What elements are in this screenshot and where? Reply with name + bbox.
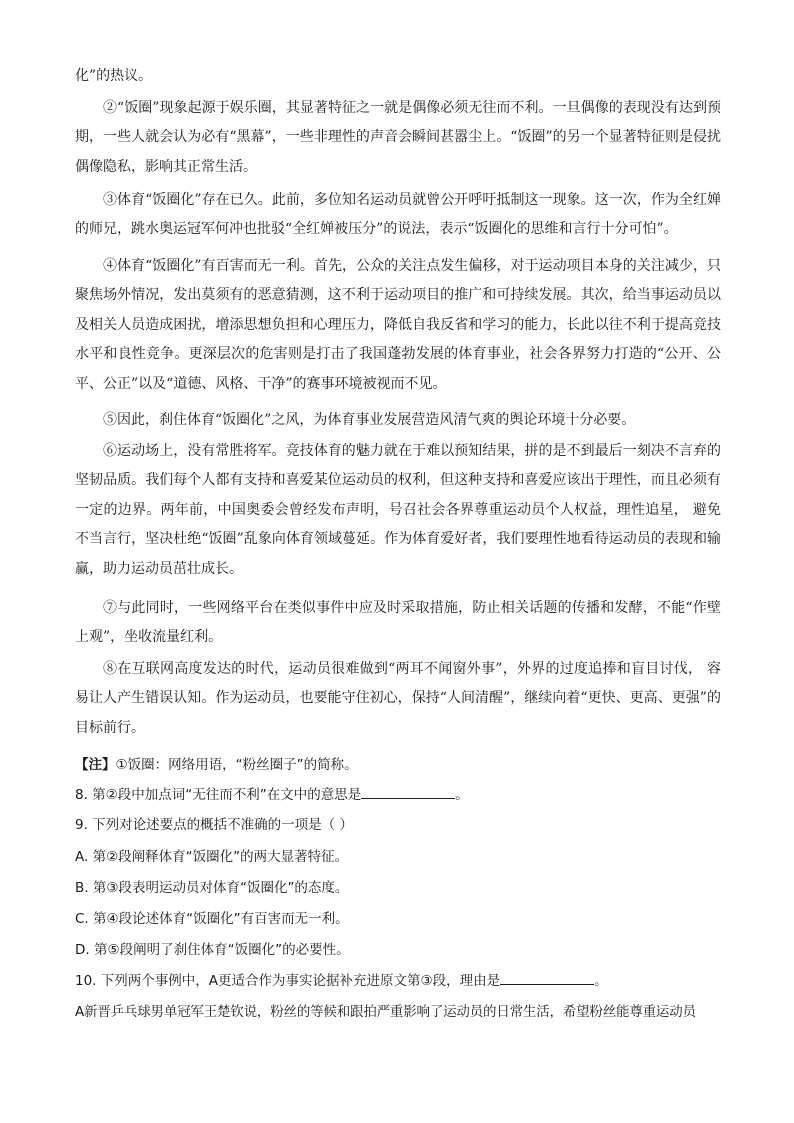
paragraph-2: ②“饭圈”现象起源于娱乐圈，其显著特征之一就是偶像必须无往而不利。一旦偶像的表现没有达到预期，一些人就会认为必有“黑幕”，一些非理性的声音会瞬间甚嚣尘上。“饭圈”的另一个显著特征则是侵扰偶像隐私，影响其正常生活。 — [75, 100, 721, 175]
paragraph-3: ③体育“饭圈化”存在已久。此前，多位知名运动员就曾公开呼吁抵制这一现象。这一次，作为全红婵的师兄，跳水奥运冠军何冲也批驳“全红婵被压分”的说法，表示“饭圈化的思维和言行十分可怕”。 — [75, 192, 721, 238]
question-10 — [75, 967, 721, 996]
paragraph-7: ⑦与此同时，一些网络平台在类似事件中应及时采取措施，防止相关话题的传播和发酵，不能“作壁上观”，坐收流量红利。 — [75, 600, 721, 646]
option-a[interactable]: A. 第②段阐释体育“饭圈化”的两大显著特征。 — [75, 849, 349, 865]
option-c[interactable]: C. 第④段论述体育“饭圈化”有百害而无一利。 — [75, 911, 349, 927]
answer-blank-10[interactable] — [500, 972, 594, 985]
question-10-end: 。 — [594, 973, 608, 989]
question-9: 9. 下列对论述要点的概括不准确的一项是（ ） — [75, 817, 353, 833]
option-d[interactable]: D. 第⑤段阐明了刹住体育“饭圈化”的必要性。 — [75, 942, 350, 958]
paragraph-4: ④体育“饭圈化”有百害而无一利。首先，公众的关注点发生偏移，对于运动项目本身的关注减少，只聚焦场外情况，发出莫须有的恶意猜测，这不利于运动项目的推广和可持续发展。其次，给当事运动员以及相关人员造成困扰，增添思想负担和心理压力，降低自我反省和学习的能力，长此以往不利于提高竞技水平和良性竞争。更深层次的危害则是打击了我国蓬勃发展的体育事业，社会各界努力打造的“公开、公平、公正”以及“道德、风格、干净”的赛事环境被视而不见。 — [75, 258, 721, 392]
example-a: A新晋乒乓球男单冠军王楚钦说，粉丝的等候和跟拍严重影响了运动员的日常生活，希望粉丝能尊重运动员 — [75, 1004, 696, 1020]
paragraph-6: ⑥运动场上，没有常胜将军。竞技体育的魅力就在于难以预知结果，拼的是不到最后一刻决不言弃的坚韧品质。我们每个人都有支持和喜爱某位运动员的权利，但这种支持和喜爱应该出于理性，而且必须有一定的边界。两年前，中国奥委会曾经发布声明，号召社会各界尊重运动员个人权益，理性追星， 避免不当言行，坚决杜绝“饭圈”乱象向体育领域蔓延。作为体育爱好者，我们要理性地看待运动员的表现和输赢，助力运动员茁壮成长。 — [75, 443, 721, 577]
question-8-text: 8. 第②段中加点词“无往而不利”在文中的意思是 — [75, 787, 362, 803]
question-8-end: 。 — [455, 787, 469, 803]
note-text: ①饭圈：网络用语，“粉丝圈子”的简称。 — [115, 757, 358, 773]
paragraph-intro-tail: 化”的热议。 — [75, 68, 153, 84]
annotation-note — [75, 751, 721, 780]
option-b[interactable]: B. 第③段表明运动员对体育“饭圈化”的态度。 — [75, 880, 349, 896]
note-tag: 【注】 — [75, 757, 116, 773]
question-10-text: 10. 下列两个事例中，A更适合作为事实论据补充进原文第③段，理由是 — [75, 973, 501, 989]
paragraph-8: ⑧在互联网高度发达的时代，运动员很难做到“两耳不闻窗外事”，外界的过度追捧和盲目讨伐， 容易让人产生错误认知。作为运动员，也要能守住初心，保持“人间清醒”，继续向着“更快、更高、更强”的目标前行。 — [75, 661, 721, 736]
answer-blank-8[interactable] — [361, 786, 455, 799]
paragraph-5: ⑤因此，刹住体育“饭圈化”之风，为体育事业发展营造风清气爽的舆论环境十分必要。 — [103, 412, 636, 428]
question-8 — [75, 781, 721, 810]
